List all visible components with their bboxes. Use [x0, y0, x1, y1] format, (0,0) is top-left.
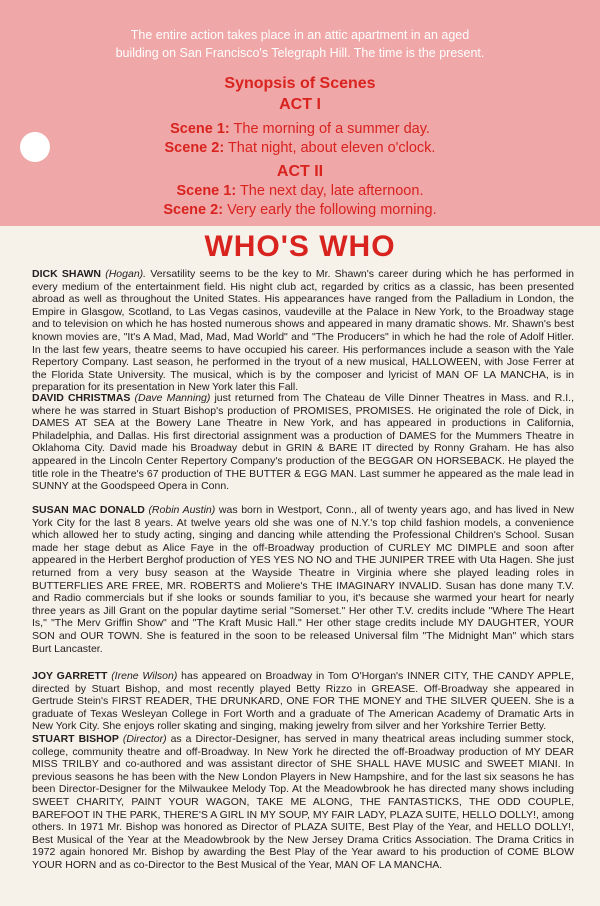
bio-text: Versatility seems to be the key to Mr. Shawn's career during which he has performed in every medium of the entertainment field. His night club act, regarded by critics as a classic, has been presented abroad as well as throughout the United States. His appearances have ranged from the Palladium in London, the Empire in Glasgow, Scotland, to Las Vegas casinos, vaudeville at the Palace in New York, to the Broadway stage and to television on which he has hosted numerous shows and appeared in many dramatic shows. Mr. Shawn's best known movies are, "It's A Mad, Mad, Mad, Mad World" and "The Producers" in which he had the role of Adolf Hitler. In the last few years, theatre seems to have occupied his career. His performances include a season with the Yale Repertory Company. Last season, he performed in the tryout of a new musical, HALLOWEEN, with Jose Ferrer at the Florida State University. The musical, which is by the composer and lyricist of MAN OF LA MANCHA, is in preparation for its presentation in New York later this Fall. — [32, 268, 575, 394]
setting-description — [60, 26, 540, 62]
act-1-heading: ACT I — [279, 96, 321, 113]
whos-who-heading: WHO'S WHO — [204, 230, 396, 263]
scene-label: Scene 1: — [170, 121, 230, 137]
bio-role: (Robin Austin) — [148, 504, 216, 516]
bio-name: STUART BISHOP — [32, 733, 119, 745]
scene-text: The morning of a summer day. — [233, 121, 430, 137]
act-2-scene-1 — [0, 181, 600, 201]
act-2-scene-2 — [0, 200, 600, 220]
scene-text: The next day, late afternoon. — [239, 183, 424, 199]
act-1-scene-2 — [0, 138, 600, 158]
scene-text: Very early the following morning. — [227, 202, 437, 218]
bio-name: DAVID CHRISTMAS — [32, 392, 131, 404]
bio-name: JOY GARRETT — [32, 670, 108, 682]
scene-label: Scene 2: — [164, 140, 225, 156]
bio-name: SUSAN MAC DONALD — [32, 504, 145, 516]
bio-role: (Director) — [122, 733, 167, 745]
bio-text: as a Director-Designer, has served in many theatrical areas including summer stock, college, community theatre and off-Broadway. In New York he directed the off-Broadway production of MY DEAR MISS TRILBY and co-authored and was assistant director of SHE SHALL HAVE MUSIC and SWEET MIANI. In previous seasons he has been with the New London Players in New Hampshire, and for the last six seasons he has been Director-Designer for the Milwaukee Melody Top. At the Meadowbrook he has directed many shows including SWEET CHARITY, PAINT YOUR WAGON, TAKE ME ALONG, THE FANTASTICKS, THE ODD COUPLE, BAREFOOT IN THE PARK, THERE'S A GIRL IN MY SOUP, MY FAIR LADY, PLAZA SUITE, HELLO DOLLY!, among others. In 1971 Mr. Bishop was honored as Director of PLAZA SUITE, Best Play of the Year, and HELLO DOLLY!, Best Musical of the Year at the Meadowbrook by the New Jersey Drama Critics Association. The Drama Critics in 1972 again honored Mr. Bishop by awarding the Best Play of the Year award to his production of COME BLOW YOUR HORN and as co-Director to the Best Musical of the Year, MAN OF LA MANCHA. — [32, 733, 574, 871]
bio-text: was born in Westport, Conn., all of twenty years ago, and has lived in New York City for the last 8 years. At twelve years old she was one of N.Y.'s top child fashion models, a convenience which allowed her to study acting, singing and dancing while attending the Professional Children's School. Susan made her stage debut as Alice Faye in the off-Broadway production of CURLEY MC DIMPLE and soon after appeared in the Herbert Berghof production of YES YES NO NO and THE JUNIPER TREE with Uta Hagen. She just returned from a very busy season at the Wayside Theatre in Virginia where she played leading roles in BUTTERFLIES ARE FREE, MR. ROBERTS and Moliere's THE IMAGINARY INVALID. Susan has done many T.V. and Radio commercials but if she looks or sounds familiar to you, it's because she warmed your heart for nearly three years as Jill Grant on the popular daytime serial "Somerset." Her other T.V. credits include "Where The Heart Is," "The Merv Griffin Show" and "The Kraft Music Hall." Her other stage credits include MY DAUGHTER, YOUR SON and OUR TOWN. She is featured in the soon to be released Universal film "The Midnight Man" which stars Burt Lancaster. — [32, 504, 574, 655]
scene-label: Scene 2: — [163, 202, 224, 218]
bio-susan-mac-donald — [32, 504, 574, 655]
bio-text: has appeared on Broadway in Tom O'Horgan's INNER CITY, THE CANDY APPLE, directed by Stuart Bishop, and most recently played Betty Rizzo in GREASE. Off-Broadway she appeared in Gertrude Stein's FIRST READER, THE DRUNKARD, ONE FOR THE MONEY and THE SILVER QUEEN. She is a graduate of Texas Wesleyan College in Fort Worth and a graduate of The American Academy of Dramatic Arts in New York City. She enjoys roller skating and singing, making jewelry from silver and her Yorkshire Terrier Betty. — [32, 670, 575, 733]
scene-text: That night, about eleven o'clock. — [227, 140, 436, 156]
bio-role: (Hogan). — [105, 268, 147, 280]
bio-text: just returned from The Chateau de Ville Dinner Theatres in Mass. and R.I., where he was starred in Stuart Bishop's production of PROMISES, PROMISES. He originated the role of Dick, in DAMES AT SEA at the Bowery Lane Theatre in New York, and has appeared in productions in California, Philadelphia, and Dallas. His first directorial assignment was a production of DAMES for the Mummers Theatre in Oklahoma City. David made his Broadway debut in GRIN & BARE IT directed by Ronny Graham. He has also appeared in the Lincoln Center Repertory Company's production of the BEGGAR ON HORSEBACK. He played the title role in the Theatre's 67 production of THE BUTTER & EGG MAN. Last summer he appeared as the male lead in SUNNY at the Goodspeed Opera in Conn. — [32, 392, 575, 493]
act-1-scene-1 — [0, 119, 600, 139]
bio-stuart-bishop — [32, 733, 574, 872]
act-2-heading: ACT II — [276, 163, 324, 180]
bio-role: (Dave Manning) — [134, 392, 211, 404]
setting-line-1: The entire action takes place in an attic apartment in an aged — [130, 28, 470, 42]
bio-dick-shawn — [32, 268, 574, 394]
bio-name: DICK SHAWN — [32, 268, 101, 280]
bio-david-christmas — [32, 392, 574, 493]
scene-label: Scene 1: — [176, 183, 237, 199]
bio-joy-garrett — [32, 670, 574, 733]
bio-role: (Irene Wilson) — [111, 670, 178, 682]
synopsis-title: Synopsis of Scenes — [224, 75, 376, 92]
setting-line-2: building on San Francisco's Telegraph Hill. The time is the present. — [115, 46, 485, 60]
